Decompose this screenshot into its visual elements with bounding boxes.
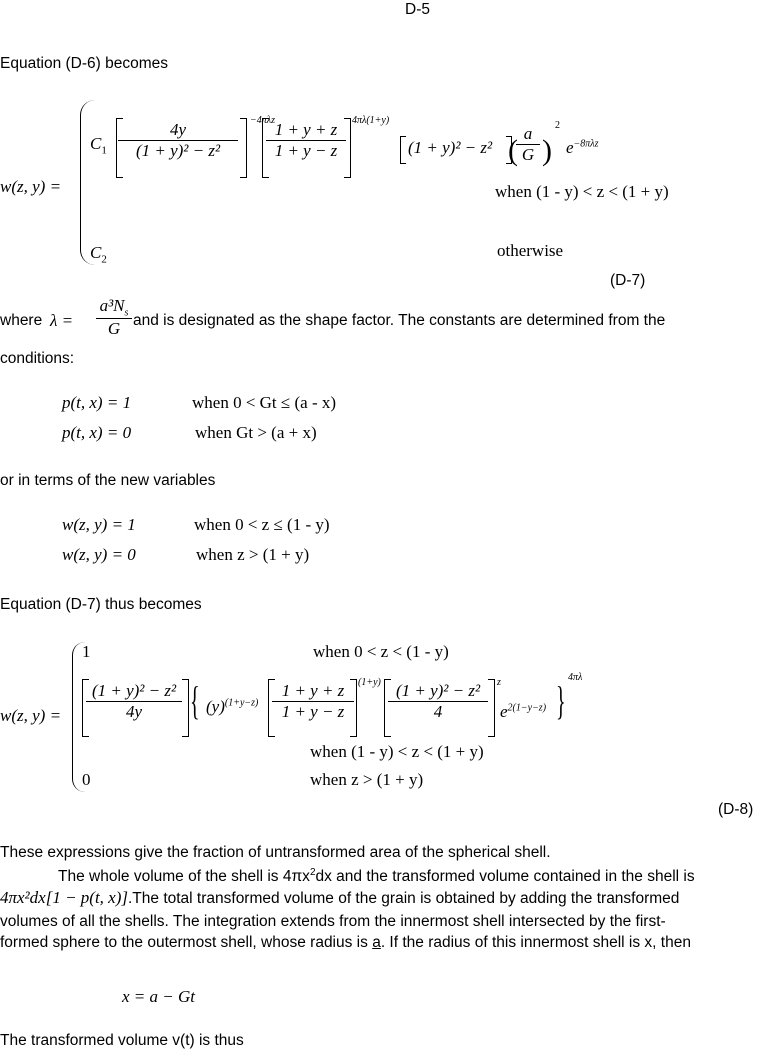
- eq-d7-lhs: w(z, y) =: [0, 177, 62, 196]
- paragraph-1: These expressions give the fraction of untransformed area of the spherical shell.: [0, 844, 551, 861]
- eq-d8-row3-cond: when z > (1 + y): [310, 770, 424, 789]
- eq-d8-f3-num: (1 + y)² − z²: [395, 681, 481, 700]
- para5-underlined: a: [372, 934, 381, 951]
- eq-d8-f3-exp: z: [497, 677, 501, 688]
- new-vars-text: or in terms of the new variables: [0, 472, 216, 489]
- para2-text-b: dx and the transformed volume contained in the shell is: [315, 868, 695, 886]
- eq-d7-exp-e-sup: −8πλz: [573, 138, 599, 150]
- c2-symbol: C: [90, 243, 102, 262]
- eq-d8-e: e: [500, 702, 508, 721]
- bracket-right-d8-3: [488, 679, 495, 737]
- cond-p2-rhs: when Gt > (a + x): [195, 423, 317, 442]
- c1-symbol: C: [90, 134, 102, 153]
- para5-text-a: formed sphere to the outermost shell, whose radius is: [0, 934, 373, 951]
- lambda-num: a³N: [99, 296, 125, 315]
- page-number: D-5: [405, 1, 430, 18]
- eq-d7-frac2-num: 1 + y + z: [274, 120, 338, 139]
- paragraph-4: volumes of all the shells. The integration extends from the innermost shell intersected by the first-: [0, 913, 666, 930]
- eq-d8-f1-den: 4y: [86, 701, 182, 722]
- eq-d7-frac2-den: 1 + y − z: [266, 140, 346, 161]
- paragraph-eq-d6: Equation (D-6) becomes: [0, 55, 168, 72]
- eq-d7-exp2: 4πλ(1+y): [352, 115, 390, 126]
- final-sentence: The transformed volume v(t) is thus: [0, 1032, 244, 1049]
- eq-d8-lhs: w(z, y) =: [0, 706, 62, 725]
- cond-w1-rhs: when 0 < z ≤ (1 - y): [194, 515, 330, 534]
- eq-d7-cond2: otherwise: [497, 241, 564, 260]
- para3-text: .The total transformed volume of the grain is obtained by adding the transformed: [128, 890, 680, 907]
- para2-text-a: The whole volume of the shell is 4πx: [58, 868, 310, 886]
- para5-text-b: . If the radius of this innermost shell is x, then: [380, 934, 691, 951]
- eq-d7-exp1: −4πλz: [250, 115, 275, 126]
- para3-math: 4πx²dx[1 − p(t, x)]: [0, 888, 128, 907]
- where-word: where: [0, 312, 43, 329]
- cond-w2-rhs: when z > (1 + y): [196, 545, 310, 564]
- eq-d8-row3-val: 0: [82, 770, 91, 789]
- bracket-left-3: [400, 136, 406, 164]
- left-brace: {: [190, 678, 200, 723]
- cond-p1-rhs: when 0 < Gt ≤ (a - x): [192, 393, 337, 412]
- paragraph-5: [0, 933, 691, 953]
- conditions-word: conditions:: [0, 350, 75, 367]
- paragraph-3: [0, 888, 679, 909]
- lambda-fraction: [96, 296, 132, 339]
- cond-w1-lhs: w(z, y) = 1: [62, 515, 136, 534]
- eq-d7-becomes-text: Equation (D-7) thus becomes: [0, 596, 202, 613]
- eq-d8-row1-val: 1: [82, 642, 91, 661]
- right-brace: }: [556, 678, 566, 723]
- eq-d7-label: (D-7): [610, 272, 646, 289]
- eq-d8-outer-exp: 4πλ: [568, 672, 583, 683]
- eq-d8-f2-exp: (1+y): [358, 677, 381, 688]
- lambda-lhs: λ =: [50, 311, 74, 330]
- eq-d7-frac3-den: G: [516, 144, 540, 165]
- eq-d8-y-base: (y): [206, 697, 225, 716]
- cond-w2-lhs: w(z, y) = 0: [62, 545, 136, 564]
- paragraph-2: [58, 863, 695, 887]
- equation-x: x = a − Gt: [122, 987, 195, 1006]
- bracket-right-2: [344, 118, 351, 178]
- eq-d8-y-exp: (1+y−z): [224, 697, 259, 709]
- cond-p2-lhs: p(t, x) = 0: [62, 423, 132, 442]
- eq-d7-frac1-den: (1 + y)² − z²: [118, 140, 238, 161]
- eq-d8-e-exp: 2(1−y−z): [507, 702, 547, 714]
- eq-d8-f3-den: 4: [388, 701, 488, 722]
- bracket-right-d8-1: [182, 679, 189, 737]
- eq-d8-f2-den: 1 + y − z: [272, 701, 354, 722]
- eq-d7-exp3: 2: [555, 120, 560, 131]
- eq-d8-label: (D-8): [718, 801, 754, 818]
- eq-d7-frac1-num: 4y: [169, 120, 187, 139]
- eq-d8-f1-num: (1 + y)² − z²: [91, 681, 177, 700]
- eq-d7-cond1: when (1 - y) < z < (1 + y): [495, 182, 669, 201]
- eq-d8-row2-cond: when (1 - y) < z < (1 + y): [310, 742, 484, 761]
- where-suffix: and is designated as the shape factor. The constants are determined from the: [133, 312, 666, 329]
- eq-d7-term3: (1 + y)² − z²: [408, 138, 493, 157]
- c2-subscript: 2: [101, 253, 107, 266]
- para2-sup: 2: [309, 867, 316, 878]
- eq-d8-f2-num: 1 + y + z: [281, 681, 345, 700]
- c1-subscript: 1: [101, 144, 107, 157]
- eq-d7-exp-e: e: [566, 138, 574, 157]
- bracket-right-1: [240, 118, 247, 178]
- lambda-den: G: [96, 318, 132, 339]
- eq-d8-row1-cond: when 0 < z < (1 - y): [313, 642, 449, 661]
- eq-d7-brace: [80, 100, 95, 265]
- eq-d7-frac3-num: a: [523, 124, 533, 143]
- bracket-right-d8-2: [350, 679, 357, 737]
- cond-p1-lhs: p(t, x) = 1: [62, 393, 132, 412]
- lambda-num-sub: s: [124, 307, 129, 319]
